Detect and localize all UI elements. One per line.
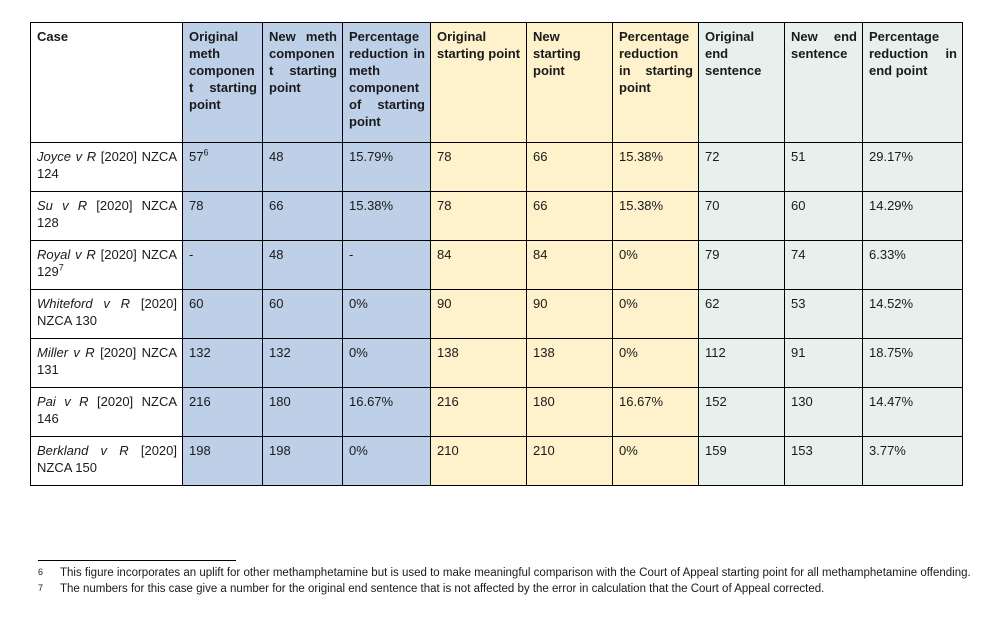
case-cell bbox=[31, 192, 183, 241]
new-sp-cell: 66 bbox=[527, 192, 613, 241]
sp-reduction-cell: 15.38% bbox=[613, 143, 699, 192]
case-cell bbox=[31, 241, 183, 290]
sp-reduction-cell: 16.67% bbox=[613, 388, 699, 437]
orig-sp-cell: 78 bbox=[431, 192, 527, 241]
orig-sp-cell: 90 bbox=[431, 290, 527, 339]
column-header-original-starting-point: Original starting point bbox=[431, 23, 527, 143]
orig-sp-cell: 216 bbox=[431, 388, 527, 437]
table-row-miller bbox=[31, 339, 963, 388]
footnote-6-marker: 6 bbox=[38, 567, 44, 577]
new-meth-sp-cell: 48 bbox=[263, 143, 343, 192]
orig-end-cell: 72 bbox=[699, 143, 785, 192]
new-end-cell: 130 bbox=[785, 388, 863, 437]
end-reduction-cell: 14.29% bbox=[863, 192, 963, 241]
new-end-cell: 91 bbox=[785, 339, 863, 388]
column-header-case: Case bbox=[31, 23, 183, 143]
footnote-7-text: The numbers for this case give a number for the original end sentence that is not affected by the error in calculation that the Court of Appeal corrected. bbox=[60, 583, 825, 595]
column-header-new-meth-starting-point: New meth component starting point bbox=[263, 23, 343, 143]
new-sp-cell: 210 bbox=[527, 437, 613, 486]
case-citation: [2020] NZCA 130 bbox=[37, 296, 177, 328]
orig-meth-sp-cell: 60 bbox=[183, 290, 263, 339]
case-citation: [2020] NZCA 146 bbox=[37, 394, 177, 426]
orig-end-cell: 62 bbox=[699, 290, 785, 339]
header-row bbox=[31, 23, 963, 143]
new-meth-sp-cell: 132 bbox=[263, 339, 343, 388]
table-row-berkland bbox=[31, 437, 963, 486]
orig-meth-sp-cell: $57^6$ bbox=[183, 143, 263, 192]
column-header-new-end-sentence: New end sentence bbox=[785, 23, 863, 143]
table-row-joyce bbox=[31, 143, 963, 192]
end-reduction-cell: 29.17% bbox=[863, 143, 963, 192]
case-citation: [2020] NZCA 124 bbox=[37, 149, 177, 181]
sp-reduction-cell: 0% bbox=[613, 241, 699, 290]
case-name: Miller v R bbox=[37, 345, 95, 360]
orig-meth-sp-cell: 78 bbox=[183, 192, 263, 241]
column-header-meth-reduction: Percentage reduction in meth component of starting point bbox=[343, 23, 431, 143]
new-sp-cell: 180 bbox=[527, 388, 613, 437]
case-name: Berkland v R bbox=[37, 443, 129, 458]
new-end-cell: 60 bbox=[785, 192, 863, 241]
column-header-new-starting-point: New starting point bbox=[527, 23, 613, 143]
orig-end-cell: 79 bbox=[699, 241, 785, 290]
end-reduction-cell: 18.75% bbox=[863, 339, 963, 388]
orig-sp-cell: 78 bbox=[431, 143, 527, 192]
column-header-original-end-sentence: Original end sentence bbox=[699, 23, 785, 143]
case-name: Royal v R bbox=[37, 247, 96, 262]
footnote-6-text: This figure incorporates an uplift for other methamphetamine but is used to make meaningful comparison with the Court of Appeal starting point for all methamphetamine offending. bbox=[60, 567, 971, 579]
column-header-original-meth-starting-point: Original meth component starting point bbox=[183, 23, 263, 143]
meth-reduction-cell: 0% bbox=[343, 290, 431, 339]
column-header-end-point-reduction: Percentage reduction in end point bbox=[863, 23, 963, 143]
case-cell bbox=[31, 437, 183, 486]
footnote-separator bbox=[38, 560, 236, 561]
case-name: Pai v R bbox=[37, 394, 89, 409]
table-row-whiteford bbox=[31, 290, 963, 339]
case-citation: [2020] NZCA 128 bbox=[37, 198, 177, 230]
case-name: Su v R bbox=[37, 198, 88, 213]
end-reduction-cell: 3.77% bbox=[863, 437, 963, 486]
orig-end-cell: 70 bbox=[699, 192, 785, 241]
orig-meth-sp-cell: 132 bbox=[183, 339, 263, 388]
orig-sp-cell: 84 bbox=[431, 241, 527, 290]
new-sp-cell: 84 bbox=[527, 241, 613, 290]
case-cell bbox=[31, 290, 183, 339]
new-meth-sp-cell: 48 bbox=[263, 241, 343, 290]
new-sp-cell: 90 bbox=[527, 290, 613, 339]
case-cell bbox=[31, 339, 183, 388]
orig-meth-sp-cell: 216 bbox=[183, 388, 263, 437]
new-end-cell: 74 bbox=[785, 241, 863, 290]
new-meth-sp-cell: 66 bbox=[263, 192, 343, 241]
table-row-royal bbox=[31, 241, 963, 290]
case-citation: [2020] NZCA 129 bbox=[37, 247, 177, 279]
orig-meth-sp-cell: - bbox=[183, 241, 263, 290]
footnote-7 bbox=[30, 581, 975, 597]
meth-reduction-cell: 0% bbox=[343, 339, 431, 388]
new-meth-sp-cell: 60 bbox=[263, 290, 343, 339]
table-row-su bbox=[31, 192, 963, 241]
footnotes-section bbox=[30, 560, 975, 597]
new-sp-cell: 138 bbox=[527, 339, 613, 388]
meth-reduction-cell: 15.38% bbox=[343, 192, 431, 241]
meth-reduction-cell: 16.67% bbox=[343, 388, 431, 437]
new-end-cell: 153 bbox=[785, 437, 863, 486]
document-page bbox=[0, 22, 998, 639]
end-reduction-cell: 14.47% bbox=[863, 388, 963, 437]
orig-end-cell: 112 bbox=[699, 339, 785, 388]
sp-reduction-cell: 0% bbox=[613, 339, 699, 388]
footnote-6 bbox=[30, 565, 975, 581]
case-cell bbox=[31, 388, 183, 437]
case-citation: [2020] NZCA 131 bbox=[37, 345, 177, 377]
case-citation: [2020] NZCA 150 bbox=[37, 443, 178, 475]
case-name: Joyce v R bbox=[37, 149, 97, 164]
column-header-starting-point-reduction: Percentage reduction in starting point bbox=[613, 23, 699, 143]
new-meth-sp-cell: 180 bbox=[263, 388, 343, 437]
case-cell bbox=[31, 143, 183, 192]
sp-reduction-cell: 0% bbox=[613, 437, 699, 486]
footnote-ref-6: 6 bbox=[203, 147, 209, 158]
footnote-7-marker: 7 bbox=[38, 583, 44, 593]
sp-reduction-cell: 15.38% bbox=[613, 192, 699, 241]
new-sp-cell: 66 bbox=[527, 143, 613, 192]
new-end-cell: 53 bbox=[785, 290, 863, 339]
sentencing-comparison-table bbox=[30, 22, 963, 486]
orig-sp-cell: 210 bbox=[431, 437, 527, 486]
new-end-cell: 51 bbox=[785, 143, 863, 192]
orig-end-cell: 159 bbox=[699, 437, 785, 486]
sp-reduction-cell: 0% bbox=[613, 290, 699, 339]
meth-reduction-cell: 0% bbox=[343, 437, 431, 486]
orig-end-cell: 152 bbox=[699, 388, 785, 437]
footnote-ref-7: 7 bbox=[58, 262, 64, 273]
meth-reduction-cell: 15.79% bbox=[343, 143, 431, 192]
case-name: Whiteford v R bbox=[37, 296, 131, 311]
end-reduction-cell: 6.33% bbox=[863, 241, 963, 290]
orig-meth-sp-cell: 198 bbox=[183, 437, 263, 486]
table-row-pai bbox=[31, 388, 963, 437]
end-reduction-cell: 14.52% bbox=[863, 290, 963, 339]
meth-reduction-cell: - bbox=[343, 241, 431, 290]
new-meth-sp-cell: 198 bbox=[263, 437, 343, 486]
orig-sp-cell: 138 bbox=[431, 339, 527, 388]
